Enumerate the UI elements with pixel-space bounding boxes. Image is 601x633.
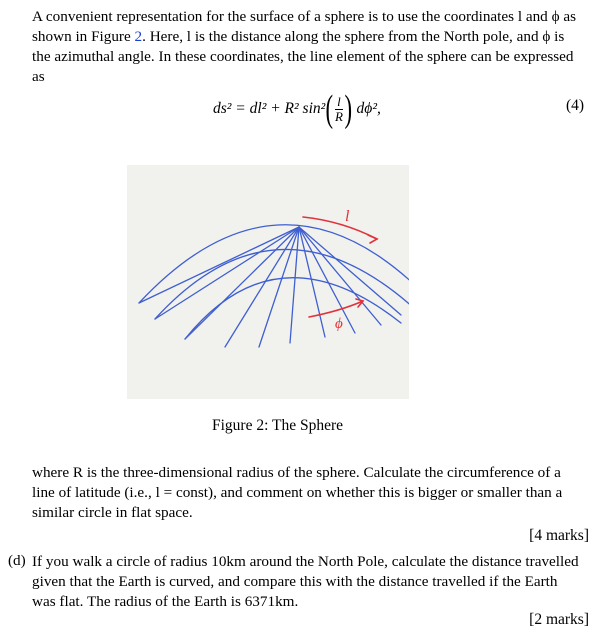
- after-figure-paragraph: [32, 463, 592, 523]
- intro-paragraph: [32, 7, 592, 87]
- equation-tail: dϕ²,: [356, 100, 381, 117]
- whiteboard-photo: [127, 165, 409, 399]
- intro-line-3: the azimuthal angle. In these coordinates, the line element of the sphere can be expressed: [32, 48, 574, 65]
- intro-line-2: shown in Figure 2. Here, l is the distance along the sphere from the North pole, and ϕ is: [32, 28, 565, 45]
- figure-caption: Figure 2: The Sphere: [212, 417, 344, 434]
- part-d-line-3: was flat. The radius of the Earth is 6371km.: [32, 593, 299, 610]
- equation-fraction: $\frac{l}{R}$: [334, 93, 343, 124]
- marks-part-d: [2 marks]: [529, 611, 589, 628]
- marks-part-c: [4 marks]: [529, 527, 589, 544]
- label-phi: ϕ: [335, 316, 343, 332]
- part-d-label: (d): [8, 552, 26, 569]
- intro-line-4: as: [32, 68, 45, 85]
- equation-lhs: ds² = dl² + R² sin²: [213, 100, 326, 117]
- part-d-line-1: If you walk a circle of radius 10km around the North Pole, calculate the distance travelled: [32, 553, 579, 570]
- part-d-paragraph: [32, 552, 592, 612]
- line-element-equation: ds² = dl² + R² sin² ( $\frac{l}{R}$ ) dϕ²,: [213, 88, 381, 130]
- sphere-figure: [127, 165, 409, 399]
- after-line-2: line of latitude (i.e., l = const), and comment on whether this is bigger or smaller than a: [32, 484, 563, 501]
- label-l: l: [345, 208, 350, 225]
- after-line-3: similar circle in flat space.: [32, 504, 193, 521]
- figure-reference-link[interactable]: 2: [134, 28, 143, 45]
- intro-line-1: A convenient representation for the surface of a sphere is to use the coordinates l and ϕ as: [32, 8, 577, 25]
- equation-number: (4): [566, 97, 585, 114]
- part-d-line-2: given that the Earth is curved, and compare this with the distance travelled if the Earth: [32, 573, 558, 590]
- after-line-1: where R is the three-dimensional radius of the sphere. Calculate the circumference of a: [32, 464, 561, 481]
